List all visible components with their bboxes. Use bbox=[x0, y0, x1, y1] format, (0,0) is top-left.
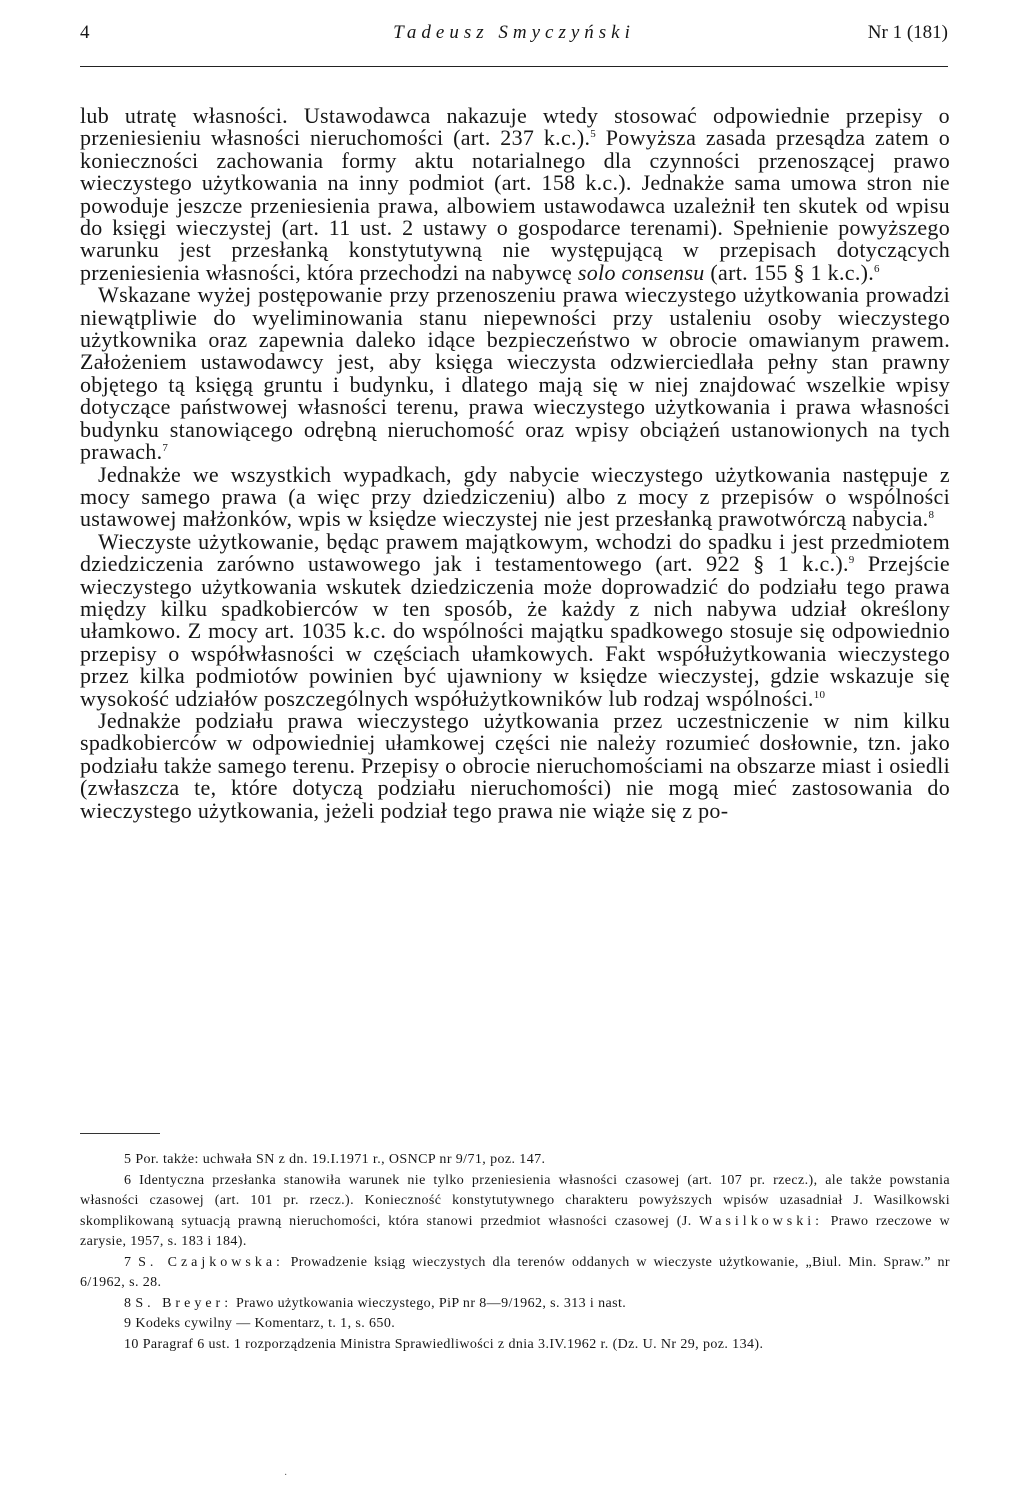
footnote-text: Prawo rzeczowe w zarysie, 1957, s. 183 i 184). bbox=[80, 1213, 951, 1249]
author-name: Wasilkowski: bbox=[699, 1213, 824, 1229]
footnote-text: Por. także: uchwała SN z dn. 19.I.1971 r., OSNCP nr 9/71, poz. 147. bbox=[135, 1152, 546, 1167]
paragraph-4-text-a: Wieczyste użytkowanie, będąc prawem majątkowym, wchodzi do spadku i jest przedmiotem dziedziczenia zarówno ustawowego jak i testamentowego (art. 922 § 1 k.c.). bbox=[80, 528, 950, 577]
footnote-ref-6: 6 bbox=[874, 262, 880, 275]
paragraph-5-text: Jednakże podziału prawa wieczystego użytkowania przez uczestniczenie w nim kilku spadkobierców w odpowiedniej ułamkowej części nie należy rozumieć dosłownie, tzn. jako podziału także samego terenu. Przepisy o obrocie nieruchomościami na obszarze miast i osiedli (zwłaszcza te, które dotyczą podziału nieruchomości) nie mogą mieć zastosowania do wieczystego użytkowania, jeżeli podział tego prawa nie wiąże się z po- bbox=[80, 707, 950, 823]
footnote-text: Prowadzenie ksiąg wieczystych dla terenów oddanych w wieczyste użytkowanie, „Biul. Min. Spraw.” nr 6/1962, s. 28. bbox=[80, 1254, 950, 1290]
footnote-ref-10: 10 bbox=[813, 688, 826, 701]
paragraph-3 bbox=[80, 461, 950, 532]
header-rule bbox=[80, 66, 948, 67]
footnote-text: Identyczna przesłanka stanowiła warunek nie tylko przeniesienia własności czasowej (art. 107 pr. rzecz.), ale także powstania własności czasowej (art. 101 pr. rzecz.). Konieczność konstytutywnego charakteru powyższych wpisów uzasadniał J. Wasilkowski skomplikowaną sytuacją prawną nieruchomości, która stanowi przedmiot własności czasowej (J. bbox=[80, 1172, 950, 1229]
footnote-8 bbox=[80, 1294, 950, 1315]
footnote-10 bbox=[80, 1335, 950, 1356]
footnote-number: 7 bbox=[124, 1254, 132, 1270]
footnote-9 bbox=[80, 1314, 950, 1335]
paragraph-1-text-a: lub utratę własności. Ustawodawca nakazuje wtedy stosować odpowiednie przepisy o przeniesieniu własności nieruchomości (art. 237 k.c.). bbox=[80, 103, 950, 151]
running-header bbox=[80, 18, 948, 48]
footnote-5 bbox=[80, 1150, 950, 1171]
paragraph-1-text-b: Powyższa zasada przesądza zatem o konieczności zachowania formy aktu notarialnego dla czynności przenoszącej prawo wieczystego użytkowania na inny podmiot (art. 158 k.c.). Jednakże sama umowa stron nie powoduje jeszcze przeniesienia prawa, albowiem ustawodawca uzależnił ten skutek od wpisu do księgi wieczystej (art. 11 ust. 2 ustawy o gospodarce terenami). Spełnienie powyższego warunku jest przesłanką konstytutywną nie występującą w przepisach dotyczących przeniesienia własności, która przechodzi na nabywcę bbox=[80, 125, 950, 285]
footnote-rule bbox=[80, 1133, 160, 1134]
paragraph-4-text-b: Przejście wieczystego użytkowania wskutek dziedziczenia może doprowadzić do podziału tego prawa między kilku spadkobierców w ten sposób, że każdy z nich nabywa udział określony ułamkowo. Z mocy art. 1035 k.c. do wspólności majątku spadkowego stosuje się odpowiednio przepisy o współwłasności w częściach ułamkowych. Fakt współużytkowania wieczystego przez kilka podmiotów powinien być ujawniony w księdze wieczystej, gdzie wskazuje się wysokość udziałów poszczególnych współużytkowników lub rodzaj wspólności. bbox=[80, 551, 950, 711]
footnote-number: 5 bbox=[124, 1152, 132, 1167]
paragraph-3-text: Jednakże we wszystkich wypadkach, gdy nabycie wieczystego użytkowania następuje z mocy samego prawa (a więc przy dziedziczeniu) albo z mocy z przepisów o wspólności ustawowej małżonków, wpis w księdze wieczystej nie jest przesłanką prawotwórczą nabycia. bbox=[80, 461, 950, 532]
author-name: S. Czajkowska: bbox=[138, 1254, 284, 1270]
paragraph-1-text-c: (art. 155 § 1 k.c.). bbox=[710, 259, 875, 285]
footnote-number: 9 bbox=[124, 1316, 132, 1331]
footnote-ref-9: 9 bbox=[848, 554, 855, 567]
footnote-number: 6 bbox=[124, 1172, 132, 1188]
paragraph-5 bbox=[80, 707, 950, 823]
footnote-number: 8 bbox=[124, 1295, 132, 1311]
page-number: 4 bbox=[80, 22, 90, 43]
paragraph-4 bbox=[80, 528, 950, 711]
running-head-author: Tadeusz Smyczyński bbox=[393, 22, 635, 43]
footnote-ref-5: 5 bbox=[590, 128, 597, 141]
footnote-7 bbox=[80, 1253, 950, 1294]
footnote-text: Prawo użytkowania wieczystego, PiP nr 8—9/1962, s. 313 i nast. bbox=[235, 1295, 627, 1311]
footnote-ref-8: 8 bbox=[928, 509, 935, 522]
footnotes bbox=[80, 1150, 950, 1355]
paragraph-2 bbox=[80, 284, 950, 463]
footnote-number: 10 bbox=[124, 1336, 139, 1352]
paragraph-1 bbox=[80, 105, 950, 284]
footnote-6 bbox=[80, 1171, 950, 1253]
footnote-text: Paragraf 6 ust. 1 rozporządzenia Ministra Sprawiedliwości z dnia 3.IV.1962 r. (Dz. U. Nr 29, poz. 134). bbox=[142, 1336, 764, 1352]
author-name: S. Breyer: bbox=[135, 1295, 233, 1311]
paragraph-2-text: Wskazane wyżej postępowanie przy przenoszeniu prawa wieczystego użytkowania prowadzi niewątpliwie do wyeliminowania stanu niepewności przy ustaleniu osoby wieczystego użytkownika oraz zapewnia daleko idące bezpieczeństwo w obrocie omawianym prawem. Założeniem ustawodawcy jest, aby księga wieczysta odzwierciedlała pełny stan prawny objętego tą księgą gruntu i budynku, i dlatego mają się w niej znajdować wszelkie wpisy dotyczące państwowej własności terenu, prawa wieczystego użytkowania i prawa własności budynku stanowiącego odrębną nieruchomość oraz wpisy obciążeń ustanowionych na tych prawach. bbox=[80, 282, 950, 465]
footnote-ref-7: 7 bbox=[162, 442, 169, 455]
issue-number: Nr 1 (181) bbox=[867, 22, 948, 43]
scan-mark: · bbox=[284, 1470, 288, 1481]
footnote-text: Kodeks cywilny — Komentarz, t. 1, s. 650. bbox=[135, 1316, 396, 1331]
body-text bbox=[80, 105, 950, 822]
latin-phrase: solo consensu bbox=[577, 259, 705, 285]
